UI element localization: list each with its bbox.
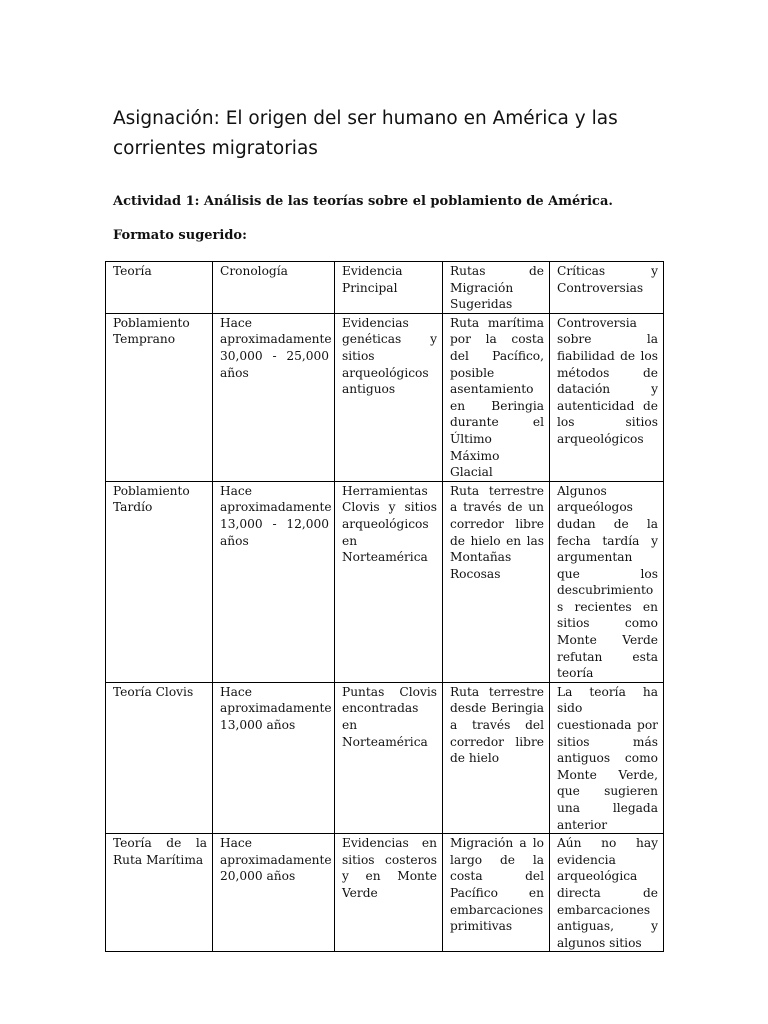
table-row (106, 682, 664, 833)
table-cell: Teoría de la Ruta Marítima (106, 834, 213, 952)
table-cell: Ruta marítima por la costa del Pacífico, posible asentamiento en Beringia durante el Último Máximo Glacial (443, 313, 550, 481)
activity-heading: Actividad 1: Análisis de las teorías sobre el poblamiento de América. (113, 194, 613, 209)
table-cell: Ruta terrestre a través de un corredor libre de hielo en las Montañas Rocosas (443, 481, 550, 682)
table-cell: Puntas Clovis encontradas en Norteamérica (335, 682, 443, 833)
table-cell: Migración a lo largo de la costa del Pacífico en embarcaciones primitivas (443, 834, 550, 952)
table-cell: La teoría ha sido cuestionada por sitios más antiguos como Monte Verde, que sugieren una llegada anterior (550, 682, 664, 833)
table-cell: Ruta terrestre desde Beringia a través del corredor libre de hielo (443, 682, 550, 833)
table-row (106, 481, 664, 682)
table-cell: Teoría Clovis (106, 682, 213, 833)
theories-table (105, 261, 664, 952)
table-cell: Poblamiento Temprano (106, 313, 213, 481)
table-row (106, 313, 664, 481)
table-row (106, 834, 664, 952)
table-cell: Hace aproximadamente 13,000 años (213, 682, 335, 833)
table-cell: Hace aproximadamente 20,000 años (213, 834, 335, 952)
table-cell: Evidencias genéticas y sitios arqueológicos antiguos (335, 313, 443, 481)
table-header-cell: Evidencia Principal (335, 262, 443, 314)
table-header-cell: Teoría (106, 262, 213, 314)
table-cell: Hace aproximadamente 13,000 - 12,000 años (213, 481, 335, 682)
table-header-row (106, 262, 664, 314)
table-cell: Herramientas Clovis y sitios arqueológicos en Norteamérica (335, 481, 443, 682)
format-label: Formato sugerido: (113, 228, 247, 243)
table-cell: Aún no hay evidencia arqueológica directa de embarcaciones antiguas, y algunos sitios (550, 834, 664, 952)
table-cell: Poblamiento Tardío (106, 481, 213, 682)
table-cell: Evidencias en sitios costeros y en Monte Verde (335, 834, 443, 952)
table-header-cell: Cronología (213, 262, 335, 314)
table-cell: Hace aproximadamente 30,000 - 25,000 años (213, 313, 335, 481)
table-cell: Controversia sobre la fiabilidad de los métodos de datación y autenticidad de los sitios arqueológicos (550, 313, 664, 481)
table-cell: Algunos arqueólogos dudan de la fecha tardía y argumentan que los descubrimiento s recientes en sitios como Monte Verde refutan esta teoría (550, 481, 664, 682)
table-header-cell: Rutas de Migración Sugeridas (443, 262, 550, 314)
table-header-cell: Críticas y Controversias (550, 262, 664, 314)
document-title: Asignación: El origen del ser humano en América y las corrientes migratorias (113, 108, 618, 159)
